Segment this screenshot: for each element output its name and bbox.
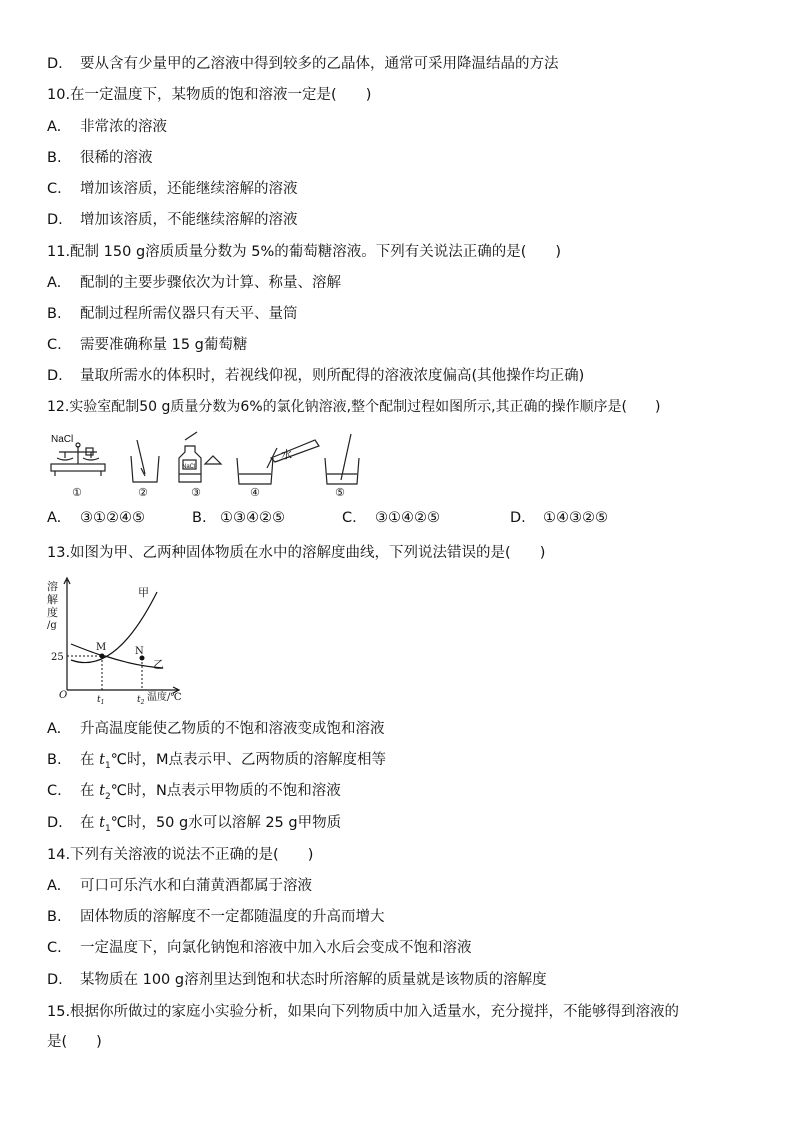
q11-option-a: A. 配制的主要步骤依次为计算、称量、溶解	[47, 275, 341, 291]
label-t2: $t_2$	[137, 695, 145, 706]
label-m: M	[96, 642, 107, 653]
step-label-5: ⑤	[335, 486, 345, 499]
q11-stem: 11.配制 150 g溶质质量分数为 5%的葡萄糖溶液。下列有关说法正确的是( )	[47, 244, 562, 260]
label-jia: 甲	[138, 586, 149, 599]
q13-option-c: C. 在 $t_2℃$时，N点表示甲物质的不饱和溶液	[47, 783, 341, 802]
q13-stem: 13.如图为甲、乙两种固体物质在水中的溶解度曲线，下列说法错误的是( )	[47, 545, 546, 561]
label-n: N	[135, 646, 144, 657]
bottle-label: NaCl	[182, 464, 196, 470]
label-25: 25	[51, 652, 64, 663]
q12-option-a: A. ③①②④⑤	[47, 510, 145, 526]
q12-procedure-figure	[45, 428, 370, 500]
q13-option-a: A. 升高温度能使乙物质的不饱和溶液变成饱和溶液	[47, 721, 385, 737]
q15-stem-line1: 15.根据你所做过的家庭小实验分析，如果向下列物质中加入适量水，充分搅拌，不能够得到溶液的	[47, 1004, 680, 1020]
q10-option-b: B. 很稀的溶液	[47, 150, 153, 166]
point-m	[100, 654, 105, 659]
q12-option-d: D. ①④③②⑤	[510, 510, 608, 526]
q12-stem: 12.实验室配制50 g质量分数为6%的氯化钠溶液,整个配制过程如图所示,其正确的操作顺序是( )	[47, 399, 661, 415]
q11-option-d: D. 量取所需水的体积时，若视线仰视，则所配得的溶液浓度偏高(其他操作均正确)	[47, 368, 585, 384]
step-label-2: ②	[138, 486, 148, 499]
q14-option-c: C. 一定温度下，向氯化钠饱和溶液中加入水后会变成不饱和溶液	[47, 940, 472, 956]
q13-option-d: D. 在 $t_1℃$时，50 g水可以溶解 25 g甲物质	[47, 815, 342, 834]
step-label-4: ④	[250, 486, 260, 499]
q11-option-c: C. 需要准确称量 15 g葡萄糖	[47, 337, 248, 353]
q10-option-d: D. 增加该溶质，不能继续溶解的溶液	[47, 212, 298, 228]
q13-solubility-chart	[45, 572, 185, 707]
y-label-4: /g	[47, 620, 57, 631]
q11-option-b: B. 配制过程所需仪器只有天平、量筒	[47, 306, 298, 322]
pouring-water-icon	[237, 440, 319, 484]
water-label: 水	[281, 448, 292, 461]
y-label-1: 溶	[47, 580, 58, 593]
y-label-3: 度	[47, 606, 58, 619]
beaker-stir-rod-icon	[325, 434, 359, 484]
label-origin: O	[59, 690, 68, 701]
label-t1: $t_1$	[97, 695, 105, 706]
q12-options	[47, 510, 747, 532]
q14-stem: 14.下列有关溶液的说法不正确的是( )	[47, 847, 314, 863]
q15-stem-line2: 是( )	[47, 1034, 102, 1050]
y-label-2: 解	[47, 593, 58, 606]
label-yi: 乙	[153, 658, 164, 671]
nacl-label: NaCl	[51, 434, 74, 445]
q10-option-a: A. 非常浓的溶液	[47, 119, 167, 135]
q10-option-c: C. 增加该溶质，还能继续溶解的溶液	[47, 181, 298, 197]
step-label-1: ①	[72, 486, 82, 499]
q13-option-b: B. 在 $t_1℃$时，M点表示甲、乙两物质的溶解度相等	[47, 752, 386, 771]
q9-option-d: D. 要从含有少量甲的乙溶液中得到较多的乙晶体，通常可采用降温结晶的方法	[47, 56, 559, 72]
step-label-3: ③	[191, 486, 201, 499]
q12-option-c: C. ③①④②⑤	[342, 510, 440, 526]
q12-option-b: B. ①③④②⑤	[192, 510, 285, 526]
reagent-bottle-icon	[179, 432, 221, 482]
balance-icon	[51, 443, 105, 476]
x-axis-label: 温度/℃	[147, 692, 182, 703]
curve-jia	[71, 592, 157, 663]
q14-option-a: A. 可口可乐汽水和白蒲黄酒都属于溶液	[47, 878, 312, 894]
q14-option-d: D. 某物质在 100 g溶剂里达到饱和状态时所溶解的质量就是该物质的溶解度	[47, 972, 547, 988]
q10-stem: 10.在一定温度下，某物质的饱和溶液一定是( )	[47, 87, 372, 103]
beaker-spatula-icon	[131, 440, 159, 482]
q14-option-b: B. 固体物质的溶解度不一定都随温度的升高而增大	[47, 909, 385, 925]
